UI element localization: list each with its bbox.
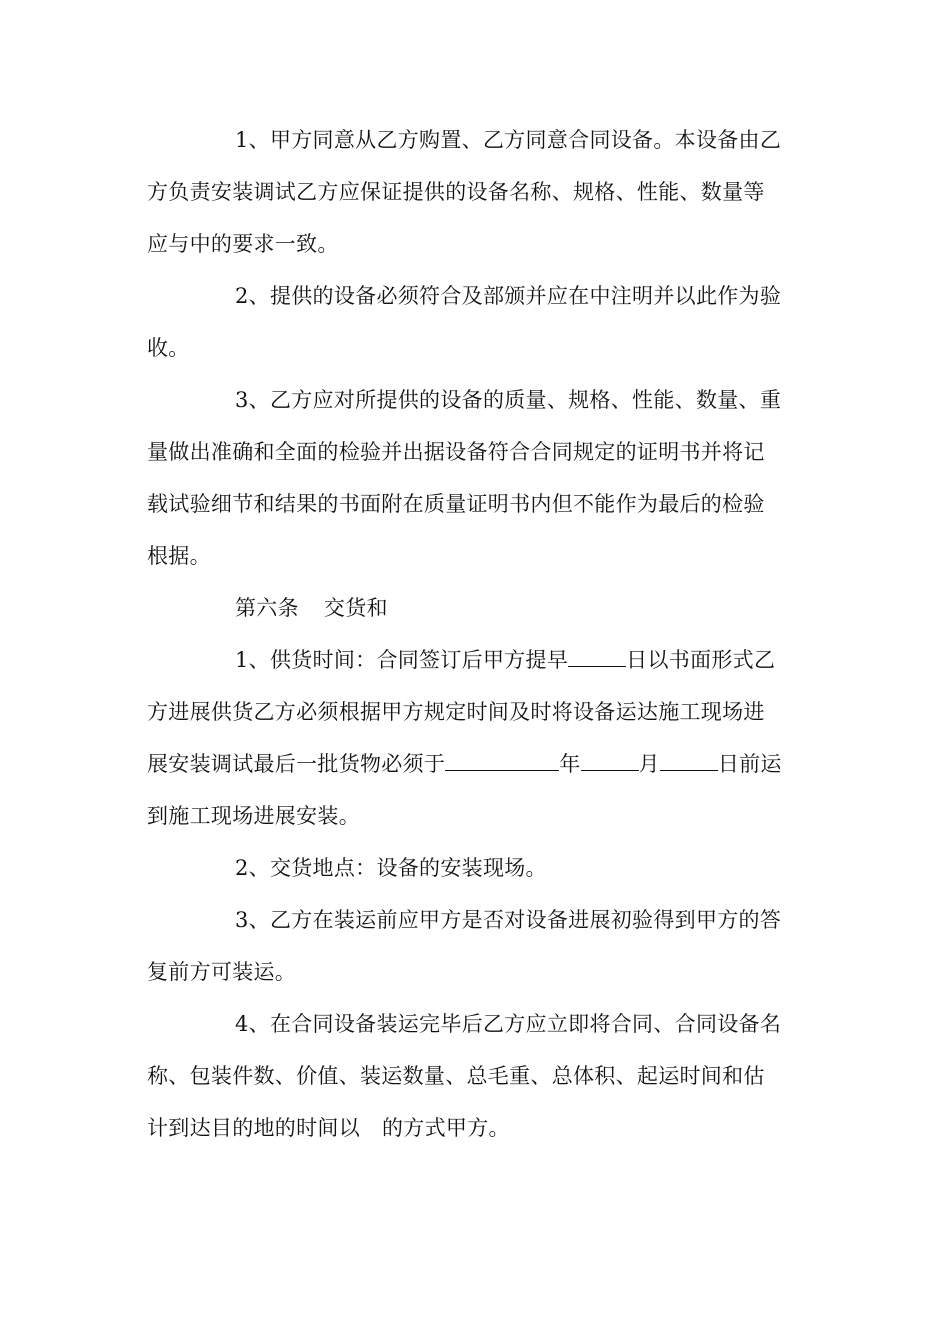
text-segment: 计到达目的地的时间以 [147, 1116, 360, 1140]
text-segment: 日前运 [717, 752, 782, 776]
text-segment: 展安装调试最后一批货物必须于 [147, 752, 446, 776]
clause-paragraph-4 [147, 634, 807, 842]
text-line: 到施工现场进展安装。 [147, 804, 360, 828]
fill-in-blank-days [568, 648, 626, 667]
text-line: 方进展供货乙方必须根据甲方规定时间及时将设备运达施工现场进 [147, 700, 765, 724]
text-line: 应与中的要求一致。 [147, 232, 339, 256]
text-line: 载试验细节和结果的书面附在质量证明书内但不能作为最后的检验 [147, 492, 765, 516]
clause-paragraph-6 [147, 894, 807, 998]
text-line: 量做出准确和全面的检验并出据设备符合合同规定的证明书并将记 [147, 440, 765, 464]
fill-in-blank-day [660, 752, 718, 771]
text-line: 2、交货地点：设备的安装现场。 [235, 856, 547, 880]
text-line: 3、乙方应对所提供的设备的质量、规格、性能、数量、重 [235, 388, 782, 412]
clause-paragraph-3 [147, 374, 807, 582]
fill-in-blank-month [581, 752, 639, 771]
text-line: 4、在合同设备装运完毕后乙方应立即将合同、合同设备名 [235, 1012, 782, 1036]
text-segment: 月 [638, 752, 660, 776]
article-title: 交货和 [323, 596, 388, 620]
text-line: 2、提供的设备必须符合及部颁并应在中注明并以此作为验 [235, 284, 782, 308]
text-segment: 1、供货时间：合同签订后甲方提早 [235, 648, 569, 672]
text-line: 称、包装件数、价值、装运数量、总毛重、总体积、起运时间和估 [147, 1064, 765, 1088]
article-heading [147, 582, 807, 634]
text-segment: 日以书面形式乙 [626, 648, 776, 672]
text-line: 1、甲方同意从乙方购置、乙方同意合同设备。本设备由乙 [235, 128, 782, 152]
text-segment: 的方式甲方。 [382, 1116, 510, 1140]
text-line: 3、乙方在装运前应甲方是否对设备进展初验得到甲方的答 [235, 908, 782, 932]
clause-paragraph-7 [147, 998, 807, 1154]
article-number: 第六条 [235, 596, 299, 620]
clause-paragraph-5 [147, 842, 807, 894]
clause-paragraph-2 [147, 270, 807, 374]
text-line: 方负责安装调试乙方应保证提供的设备名称、规格、性能、数量等 [147, 180, 765, 204]
text-segment: 年 [559, 752, 581, 776]
text-line: 根据。 [147, 544, 211, 568]
clause-paragraph-1 [147, 114, 807, 270]
text-line: 复前方可装运。 [147, 960, 297, 984]
text-line: 收。 [147, 336, 190, 360]
document-body [147, 114, 807, 1154]
fill-in-blank-year [445, 752, 559, 771]
